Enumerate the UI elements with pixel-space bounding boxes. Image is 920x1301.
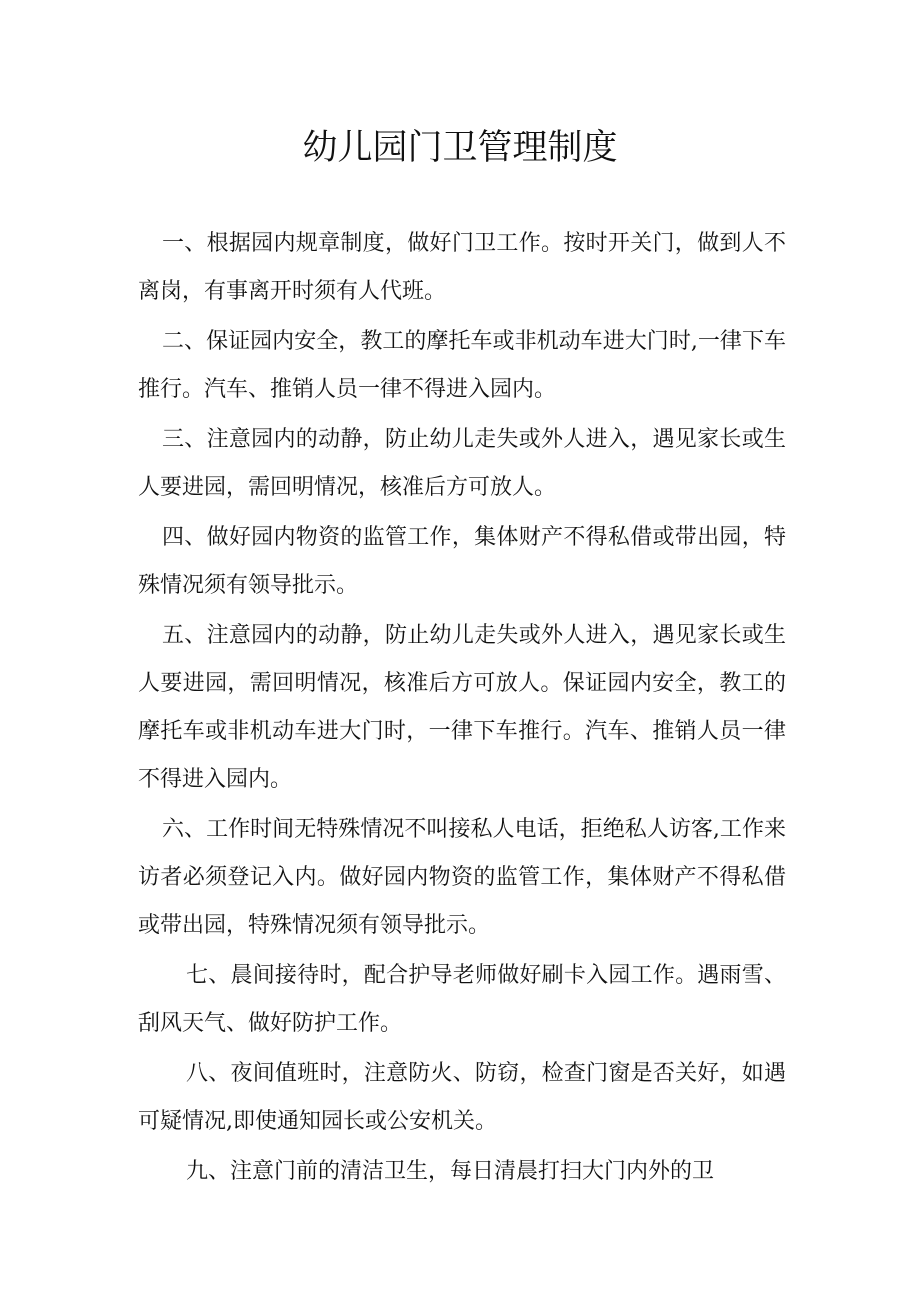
paragraph-4: 四、做好园内物资的监管工作，集体财产不得私借或带出园，特殊情况须有领导批示。 <box>138 525 786 598</box>
paragraph-6: 六、工作时间无特殊情况不叫接私人电话，拒绝私人访客,工作来访者必须登记入内。做好园内物资的监管工作，集体财产不得私借或带出园，特殊情况须有领导批示。 <box>138 817 786 938</box>
paragraph-8: 八、夜间值班时，注意防火、防窃，检查门窗是否关好，如遇可疑情况,即使通知园长或公安机关。 <box>138 1061 786 1134</box>
paragraph-1: 一、根据园内规章制度，做好门卫工作。按时开关门，做到人不离岗，有事离开时须有人代班。 <box>138 231 786 304</box>
paragraph-2: 二、保证园内安全，教工的摩托车或非机动车进大门时,一律下车推行。汽车、推销人员一律不得进入园内。 <box>138 329 786 402</box>
paragraph-9: 九、注意门前的清洁卫生，每日清晨打扫大门内外的卫 <box>186 1159 715 1184</box>
document-title: 幼儿园门卫管理制度 <box>302 128 618 168</box>
paragraph-7: 七、晨间接待时，配合护导老师做好刷卡入园工作。遇雨雪、刮风天气、做好防护工作。 <box>138 963 786 1036</box>
document-body <box>138 220 786 1196</box>
paragraph-3: 三、注意园内的动静，防止幼儿走失或外人进入，遇见家长或生人要进园，需回明情况，核准后方可放人。 <box>138 427 786 500</box>
paragraph-5: 五、注意园内的动静，防止幼儿走失或外人进入，遇见家长或生人要进园，需回明情况，核准后方可放人。保证园内安全，教工的摩托车或非机动车进大门时，一律下车推行。汽车、推销人员一律不得进入园内。 <box>138 623 786 792</box>
